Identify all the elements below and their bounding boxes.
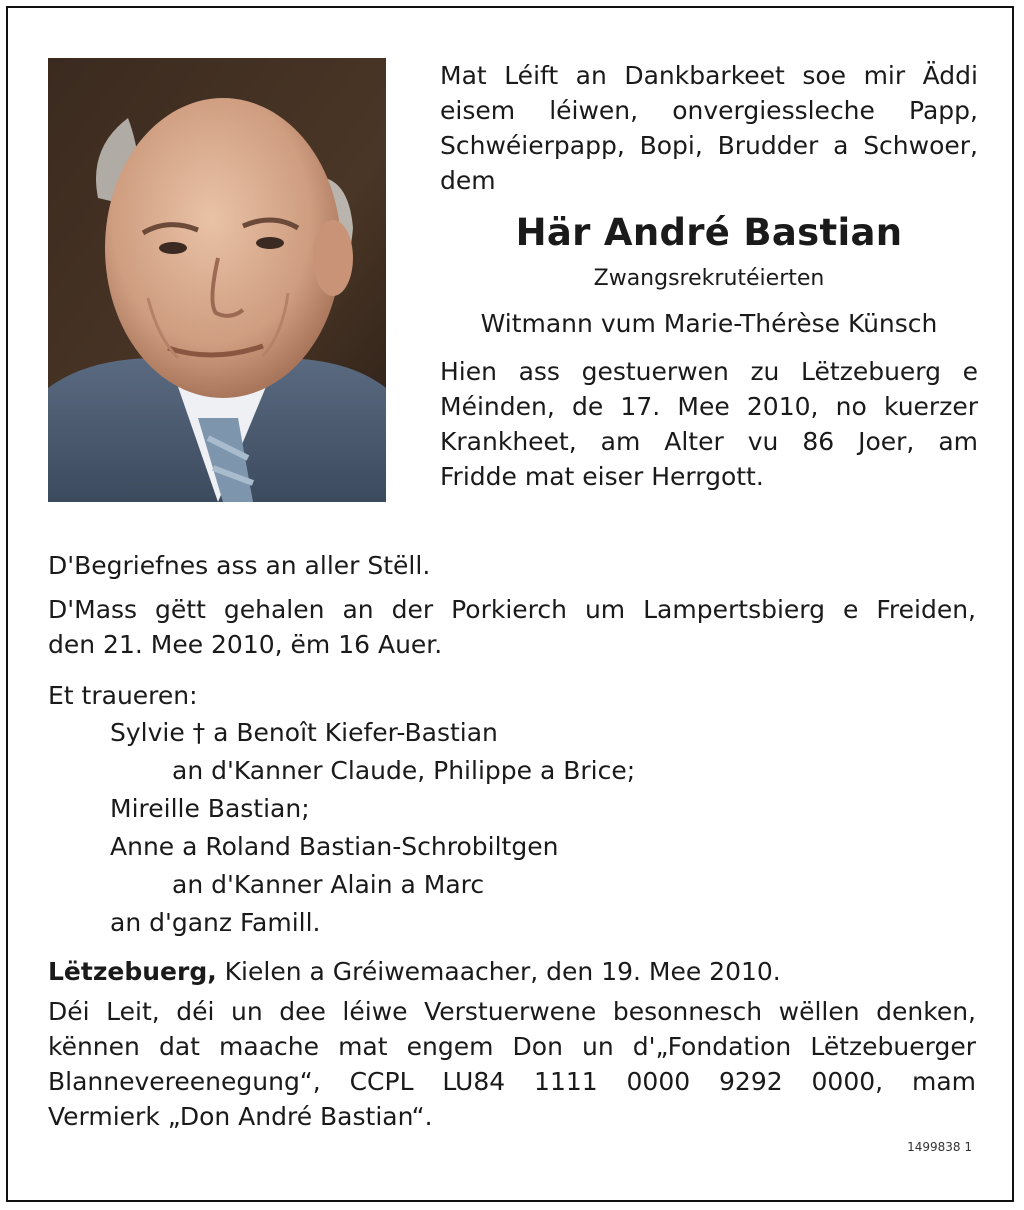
place-date-line	[48, 954, 976, 990]
mourner-entry: an d'Kanner Alain a Marc	[172, 870, 485, 899]
death-line: Hien ass gestuerwen zu Lëtzebuerg e	[440, 357, 978, 386]
death-line: Krankheet, am Alter vu 86 Joer, am	[440, 427, 978, 456]
mourners-heading: Et traueren:	[48, 681, 198, 710]
mourner-entry: an d'Kanner Claude, Philippe a Brice;	[172, 756, 636, 785]
donation-line: Blannevereenegung“, CCPL LU84 1111 0000 9292 0000, mam	[48, 1067, 976, 1096]
deceased-role: Zwangsrekrutéierten	[593, 266, 825, 291]
place-name: Lëtzebuerg,	[48, 957, 217, 986]
portrait-photo	[48, 58, 386, 502]
donation-line: kënnen dat maache mat engem Don un d'„Fondation Lëtzebuerger	[48, 1032, 976, 1061]
donation-info	[48, 994, 976, 1134]
death-line: Méinden, de 17. Mee 2010, no kuerzer	[440, 392, 978, 421]
intro-block	[440, 58, 978, 494]
death-line: Fridde mat eiser Herrgott.	[440, 462, 764, 491]
death-announcement	[440, 354, 978, 494]
deceased-name: Här André Bastian	[515, 211, 903, 254]
mourners-list	[48, 714, 976, 942]
place-date-rest: Kielen a Gréiwemaacher, den 19. Mee 2010.	[216, 957, 781, 986]
intro-line: Schwéierpapp, Bopi, Brudder a Schwoer,	[440, 131, 978, 160]
intro-line: Mat Léift an Dankbarkeet soe mir Äddi	[440, 61, 978, 90]
mass-line: den 21. Mee 2010, ëm 16 Auer.	[48, 630, 443, 659]
burial-note: D'Begriefnes ass an aller Stëll.	[48, 551, 431, 580]
donation-line: Vermierk „Don André Bastian“.	[48, 1102, 433, 1131]
mourner-entry: Sylvie † a Benoît Kiefer-Bastian	[110, 718, 498, 747]
mourner-entry: Anne a Roland Bastian-Schrobiltgen	[110, 832, 559, 861]
intro-line: dem	[440, 166, 496, 195]
reference-number: 1499838 1	[907, 1140, 972, 1154]
intro-line: eisem léiwen, onvergiessleche Papp,	[440, 96, 978, 125]
mass-info	[48, 592, 976, 662]
donation-line: Déi Leit, déi un dee léiwe Verstuerwene besonnesch wëllen denken,	[48, 997, 976, 1026]
mourner-entry: Mireille Bastian;	[110, 794, 310, 823]
widower-line: Witmann vum Marie-Thérèse Künsch	[480, 309, 938, 338]
notice-body	[48, 548, 976, 1134]
mass-line: D'Mass gëtt gehalen an der Porkierch um Lampertsbierg e Freiden,	[48, 595, 976, 624]
mourner-entry: an d'ganz Famill.	[110, 908, 321, 937]
